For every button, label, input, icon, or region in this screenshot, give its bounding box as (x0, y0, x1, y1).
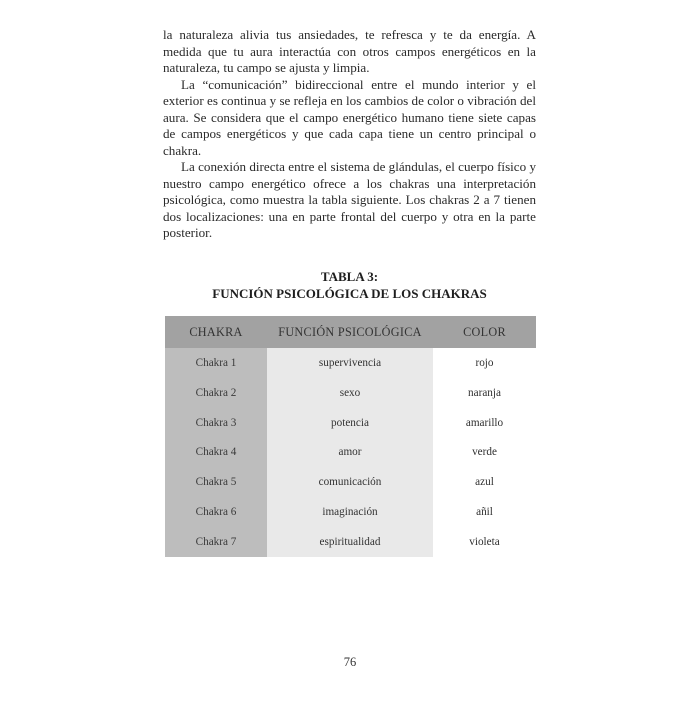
color-cell: rojo (433, 348, 536, 378)
table-row (165, 348, 536, 378)
color-cell: amarillo (433, 408, 536, 438)
table-title-line-1: TABLA 3: (320, 269, 379, 284)
function-cell: comunicación (267, 467, 433, 497)
chakra-name-cell: Chakra 3 (165, 408, 267, 438)
color-cell: verde (433, 438, 536, 468)
color-cell: azul (433, 467, 536, 497)
chakra-name-cell: Chakra 5 (165, 467, 267, 497)
function-cell: imaginación (267, 497, 433, 527)
color-cell: añil (433, 497, 536, 527)
column-header-chakra: CHAKRA (165, 316, 267, 348)
chakra-name-cell: Chakra 1 (165, 348, 267, 378)
paragraph: La “comunicación” bidireccional entre el mundo interior y el exterior es continua y se refleja en los cambios de color o vibración del aura. Se considera que el campo energético humano tiene siete capas de campos energéticos y que cada capa tiene un centro principal o chakra. (163, 76, 536, 158)
table-header-row (165, 316, 536, 348)
table-row (165, 527, 536, 557)
table-title-line-2: FUNCIÓN PSICOLÓGICA DE LOS CHAKRAS (212, 286, 487, 301)
paragraph: La conexión directa entre el sistema de glándulas, el cuerpo físico y nuestro campo energético ofrece a los chakras una interpretación psicológica, como muestra la tabla siguiente. Los chakras 2 a 7 tienen dos localizaciones: una en parte frontal del cuerpo y otra en la parte posterior. (163, 159, 536, 240)
function-cell: sexo (267, 378, 433, 408)
color-cell: violeta (433, 527, 536, 557)
chakra-name-cell: Chakra 7 (165, 527, 267, 557)
function-cell: supervivencia (267, 348, 433, 378)
column-header-color: COLOR (433, 316, 536, 348)
chakra-name-cell: Chakra 2 (165, 378, 267, 408)
function-cell: amor (267, 438, 433, 468)
table-row (165, 438, 536, 468)
function-cell: potencia (267, 408, 433, 438)
table-row (165, 408, 536, 438)
chakra-name-cell: Chakra 6 (165, 497, 267, 527)
color-cell: naranja (433, 378, 536, 408)
table-title (163, 268, 536, 302)
table-row (165, 378, 536, 408)
column-header-function: FUNCIÓN PSICOLÓGICA (267, 316, 433, 348)
page-number: 76 (343, 655, 357, 669)
chakra-name-cell: Chakra 4 (165, 438, 267, 468)
table-row (165, 497, 536, 527)
body-text (163, 27, 536, 242)
chakra-table (165, 316, 536, 557)
paragraph: la naturaleza alivia tus ansiedades, te refresca y te da energía. A medida que tu aura interactúa con otros campos energéticos en la naturaleza, tu campo se ajusta y limpia. (163, 27, 536, 75)
function-cell: espiritualidad (267, 527, 433, 557)
table-row (165, 467, 536, 497)
